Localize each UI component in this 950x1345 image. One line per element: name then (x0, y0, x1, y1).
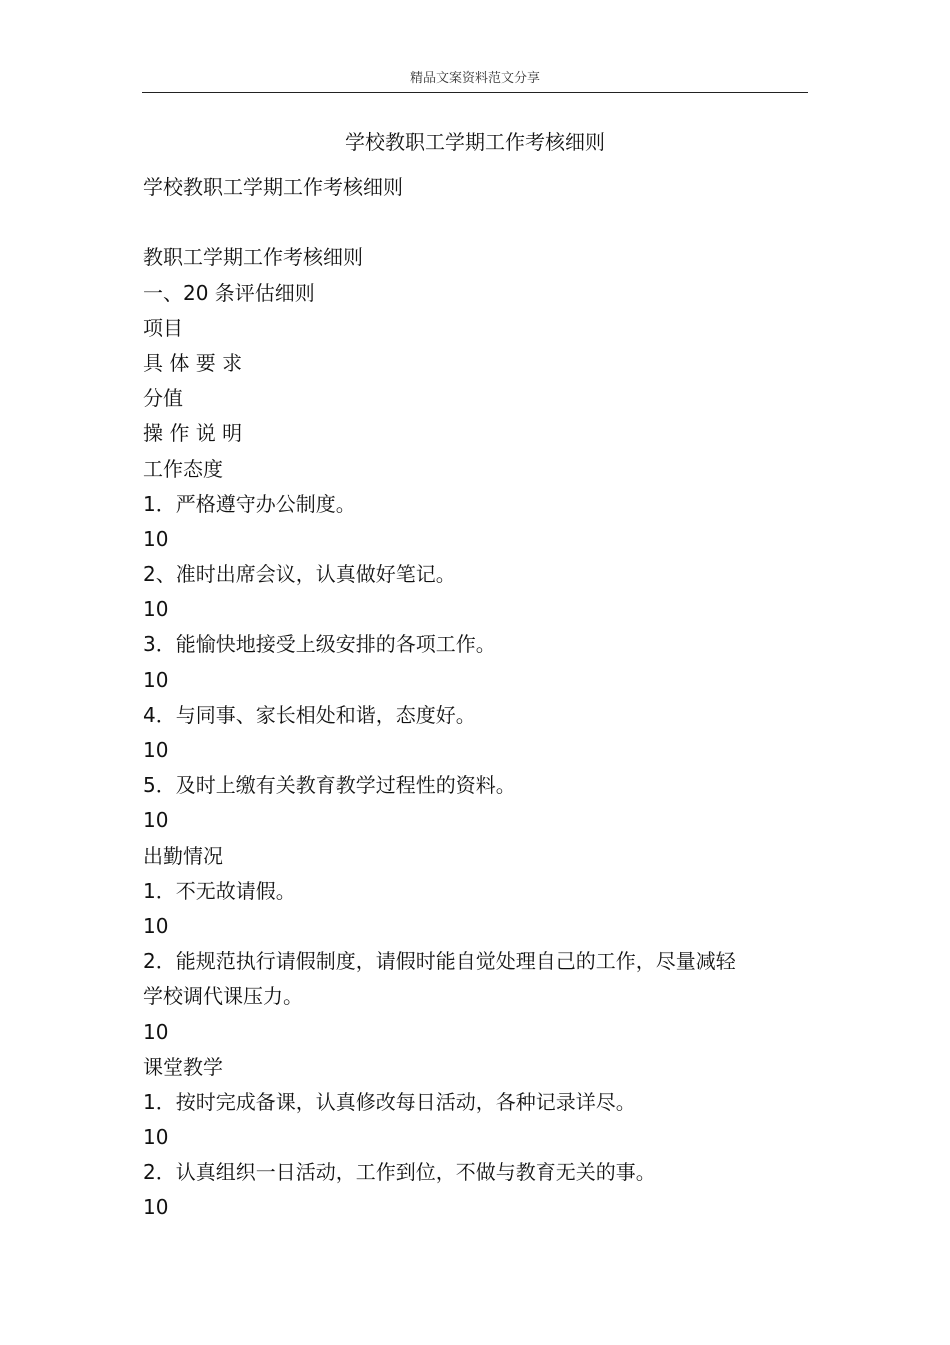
classroom-score-1: 10 (143, 1125, 169, 1150)
work-attitude-score-2: 10 (143, 597, 169, 622)
attendance-heading: 出勤情况 (143, 843, 223, 868)
work-attitude-score-3: 10 (143, 667, 169, 692)
work-attitude-heading: 工作态度 (143, 456, 223, 481)
work-attitude-item-1: 1．严格遵守办公制度。 (143, 491, 356, 516)
work-attitude-item-3: 3．能愉快地接受上级安排的各项工作。 (143, 632, 496, 657)
page-header-text: 精品文案资料范文分享 (409, 71, 540, 86)
work-attitude-item-2: 2、准时出席会议，认真做好笔记。 (143, 562, 456, 587)
attendance-score-2: 10 (143, 1019, 169, 1044)
document-subtitle: 学校教职工学期工作考核细则 (143, 175, 403, 199)
work-attitude-score-1: 10 (143, 526, 169, 551)
work-attitude-score-5: 10 (143, 808, 169, 833)
classroom-item-2: 2．认真组织一日活动，工作到位，不做与教育无关的事。 (143, 1160, 656, 1185)
classroom-heading: 课堂教学 (143, 1054, 223, 1079)
work-attitude-item-5: 5．及时上缴有关教育教学过程性的资料。 (143, 773, 516, 798)
part-heading: 一、20 条评估细则 (143, 280, 315, 305)
column-item: 项目 (143, 315, 183, 340)
column-score: 分值 (143, 386, 183, 411)
column-operation: 操 作 说 明 (143, 421, 243, 446)
classroom-item-1: 1．按时完成备课，认真修改每日活动，各种记录详尽。 (143, 1089, 636, 1114)
attendance-score-1: 10 (143, 913, 169, 938)
attendance-item-2-line-1: 2．能规范执行请假制度，请假时能自觉处理自己的工作，尽量减轻 (143, 949, 736, 974)
section-title: 教职工学期工作考核细则 (143, 245, 363, 270)
document-body (143, 170, 783, 1226)
work-attitude-item-4: 4．与同事、家长相处和谐，态度好。 (143, 702, 476, 727)
attendance-item-1: 1．不无故请假。 (143, 878, 296, 903)
classroom-score-2: 10 (143, 1195, 169, 1220)
attendance-item-2-line-2: 学校调代课压力。 (143, 984, 303, 1009)
document-title: 学校教职工学期工作考核细则 (345, 130, 605, 154)
work-attitude-score-4: 10 (143, 738, 169, 762)
blank-line (143, 205, 783, 240)
column-requirement: 具 体 要 求 (143, 350, 243, 375)
page-header (142, 62, 808, 93)
